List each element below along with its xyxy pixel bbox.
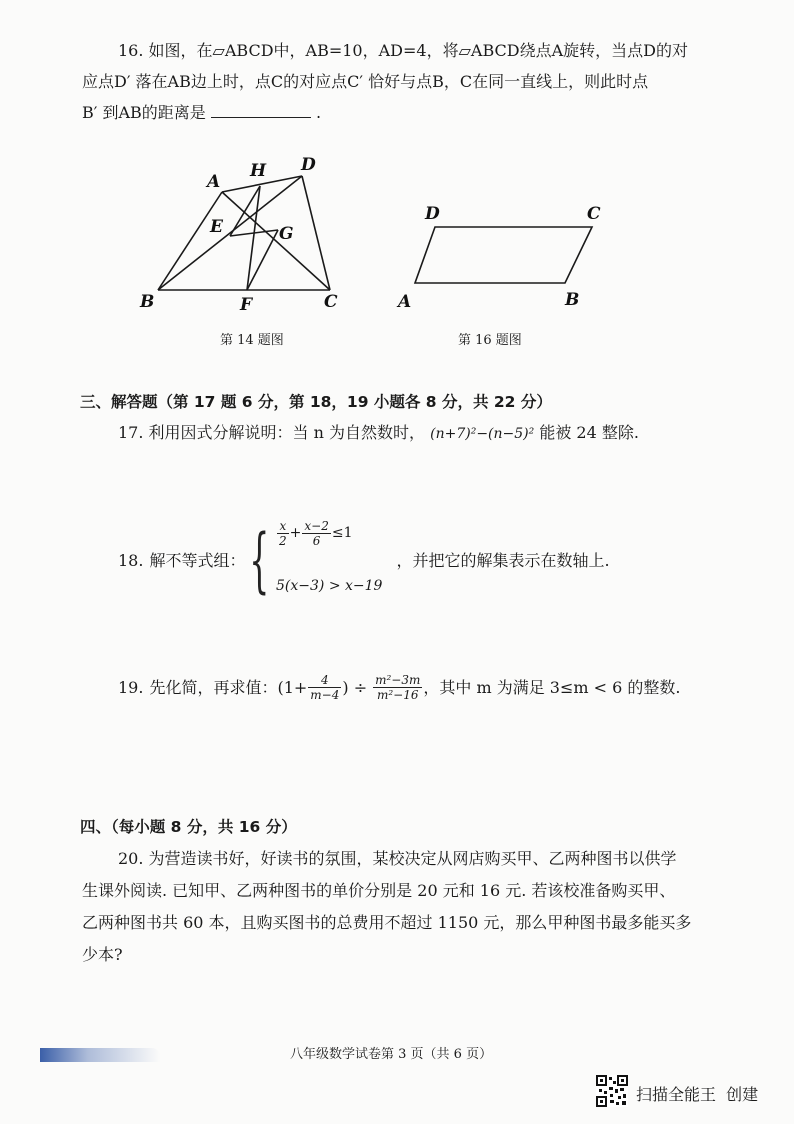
fig14-line-EH: [230, 186, 260, 236]
q16-text-1: 如图，在▱ABCD中，AB=10，AD=4，将▱ABCD绕点A旋转，当点D的对: [148, 41, 688, 60]
plus-sign: +: [289, 525, 302, 541]
fig16-label-B: B: [565, 290, 580, 310]
frac-num: x−2: [304, 518, 329, 533]
fig16-label-A: A: [398, 292, 412, 312]
fig14-caption: 第 14 题图: [220, 333, 284, 348]
fraction-4-over-m-minus-4: [308, 673, 341, 702]
figure-14: [130, 150, 360, 320]
frac-den: 2: [279, 533, 287, 548]
fraction-x-minus-2-over-6: [302, 519, 330, 548]
question-16: [82, 35, 762, 128]
q16-line-2: 应点D′ 落在AB边上时，点C的对应点C′ 恰好与点B，C在同一直线上，则此时点: [82, 72, 649, 91]
q19-label: 19.: [118, 678, 144, 697]
figure-16: [390, 195, 615, 315]
fig14-label-F: F: [240, 295, 253, 315]
q19-prefix: 先化简，再求值：(1+: [149, 678, 308, 697]
frac-num: x: [277, 519, 289, 534]
scan-edge-shadow: [40, 1048, 160, 1062]
question-17: [118, 417, 639, 450]
frac-den: 6: [312, 533, 321, 548]
q17-expression: (n+7)²−(n−5)²: [430, 426, 535, 442]
q17-text: 利用因式分解说明：当 n 为自然数时，: [148, 423, 426, 442]
q20-line-4: 少本?: [82, 945, 123, 964]
q16-text-3: B′ 到AB的距离是: [82, 103, 206, 122]
q19-suffix: ，其中 m 为满足 3≤m < 6 的整数.: [423, 678, 681, 697]
q20-line-2: 生课外阅读. 已知甲、乙两种图书的单价分别是 20 元和 16 元. 若该校准备购买甲、: [82, 881, 676, 900]
fig14-line-AC: [222, 192, 330, 290]
fig14-label-E: E: [210, 217, 223, 237]
q16-line-1: [82, 35, 762, 66]
fig14-line-FH: [247, 186, 260, 290]
q19-mid: ) ÷: [342, 678, 368, 697]
fig16-label-D: D: [425, 204, 440, 224]
fig14-label-G: G: [279, 224, 294, 244]
question-19: [118, 672, 681, 703]
q16-line-3: [82, 97, 762, 128]
q17-label: 17.: [118, 423, 144, 442]
frac-den: m−4: [310, 688, 340, 702]
qr-code-icon: [596, 1075, 628, 1107]
q18-prefix: 解不等式组：: [149, 550, 246, 570]
q18-suffix: ，并把它的解集表示在数轴上.: [396, 550, 610, 570]
q17-text-end: 能被 24 整除.: [539, 423, 639, 442]
question-20: [82, 843, 772, 971]
fig14-edge-DC: [302, 176, 330, 290]
section-3-heading: 三、解答题（第 17 题 6 分，第 18，19 小题各 8 分，共 22 分）: [80, 393, 552, 411]
brace-symbol: {: [249, 519, 270, 601]
fig14-label-C: C: [324, 292, 338, 312]
fig14-label-D: D: [301, 155, 316, 175]
fig14-line-FG: [247, 230, 278, 290]
frac-num: m²−3m: [375, 673, 421, 687]
section-4-heading: 四、（每小题 8 分，共 16 分）: [80, 818, 297, 836]
relation: ≤1: [331, 525, 353, 541]
q16-text-3-end: .: [315, 103, 322, 122]
inequality-rows: [276, 518, 382, 602]
fig16-parallelogram: [415, 227, 592, 283]
frac-den: m²−16: [376, 688, 419, 702]
fraction-m-squared: [373, 673, 422, 702]
fig14-label-B: B: [140, 292, 155, 312]
inequality-1: [276, 518, 382, 549]
fig14-label-H: H: [250, 161, 267, 181]
fig14-edge-AB: [158, 192, 222, 290]
scanner-watermark: 扫描全能王 创建: [636, 1085, 759, 1104]
q20-line-1: 20. 为营造读书好，好读书的氛围，某校决定从网店购买甲、乙两种图书以供学: [118, 849, 677, 868]
inequality-2: 5(x−3) > x−19: [276, 578, 383, 594]
fig14-label-A: A: [207, 172, 221, 192]
q20-line-3: 乙两种图书共 60 本，且购买图书的总费用不超过 1150 元，那么甲种图书最多能买多: [82, 913, 692, 932]
q18-label: 18.: [118, 550, 144, 570]
fraction-x-over-2: [277, 519, 289, 548]
q16-label: 16.: [118, 41, 144, 60]
fig16-label-C: C: [587, 204, 601, 224]
fig16-caption: 第 16 题图: [458, 333, 522, 348]
frac-num: 4: [308, 673, 341, 688]
answer-blank[interactable]: [211, 99, 311, 118]
page-footer: 八年级数学试卷第 3 页（共 6 页）: [290, 1047, 493, 1062]
question-18: [118, 518, 610, 602]
inequality-system: [245, 518, 382, 602]
